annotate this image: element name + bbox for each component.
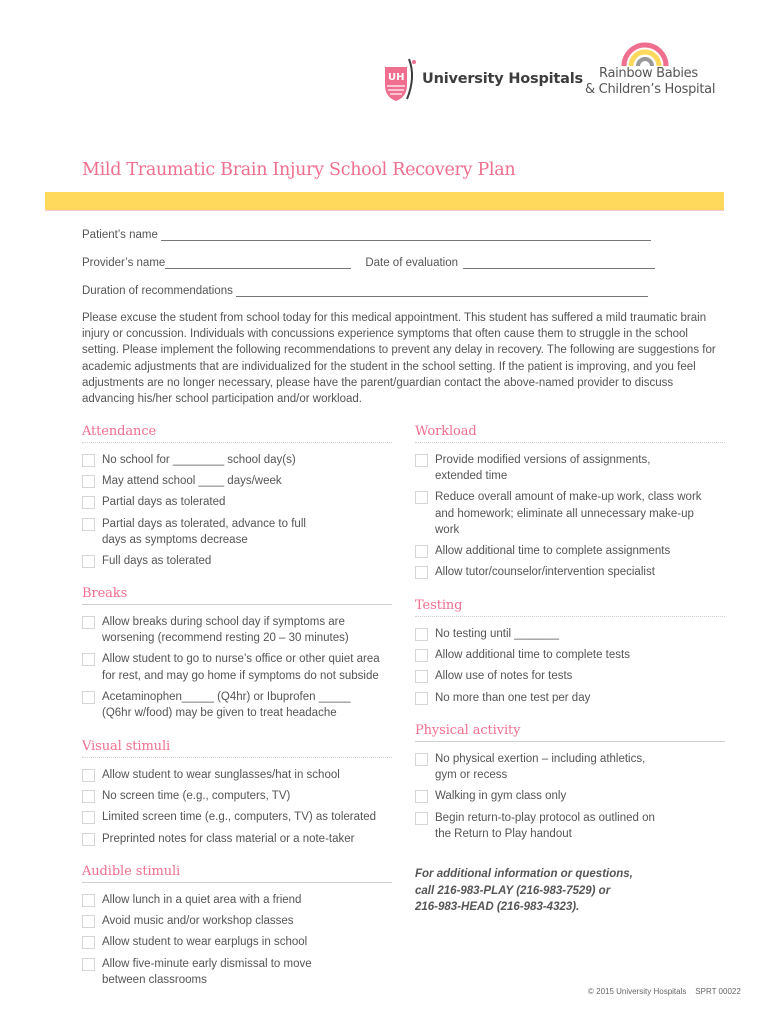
section-divider bbox=[82, 882, 392, 883]
checklist-item[interactable]: Partial days as tolerated bbox=[82, 494, 392, 510]
checklist-item[interactable]: No testing until _______ bbox=[415, 626, 725, 642]
checkbox[interactable] bbox=[82, 475, 95, 488]
duration-field bbox=[82, 284, 648, 297]
duration-label: Duration of recommendations bbox=[82, 285, 233, 297]
checkbox[interactable] bbox=[82, 769, 95, 782]
contact-line-2: call 216-983-PLAY (216-983-7529) or bbox=[415, 884, 611, 897]
checklist-item[interactable]: Full days as tolerated bbox=[82, 553, 392, 569]
checkbox[interactable] bbox=[415, 491, 428, 504]
workload-heading: Workload bbox=[415, 424, 477, 439]
date-of-evaluation-label: Date of evaluation bbox=[365, 257, 459, 269]
attendance-section bbox=[82, 424, 392, 569]
checkbox[interactable] bbox=[82, 894, 95, 907]
checklist-item[interactable]: Allow breaks during school day if symptoms are worsening (recommend resting 20 – 30 minutes) bbox=[82, 614, 352, 646]
section-divider bbox=[415, 741, 725, 742]
uh-logo-text: University Hospitals bbox=[422, 71, 583, 87]
checkbox[interactable] bbox=[82, 518, 95, 531]
checklist-item[interactable]: Allow student to go to nurse’s office or other quiet area for rest, and may go home if symptoms do not subside bbox=[82, 651, 387, 683]
checklist-item[interactable]: No school for ________ school day(s) bbox=[82, 452, 392, 468]
rainbow-logo-line1: Rainbow Babies bbox=[599, 66, 698, 81]
patient-name-field bbox=[82, 228, 651, 241]
university-hospitals-logo bbox=[383, 55, 583, 103]
checkbox[interactable] bbox=[82, 833, 95, 846]
provider-name-input[interactable] bbox=[165, 256, 351, 269]
checklist-item[interactable]: Reduce overall amount of make-up work, class work and homework; eliminate all unnecessary make-up work bbox=[415, 489, 707, 538]
checkbox[interactable] bbox=[82, 811, 95, 824]
page-title: Mild Traumatic Brain Injury School Recovery Plan bbox=[82, 160, 516, 180]
visual-stimuli-heading: Visual stimuli bbox=[82, 739, 171, 754]
checklist-item[interactable]: Preprinted notes for class material or a note-taker bbox=[82, 831, 392, 847]
checkbox[interactable] bbox=[415, 566, 428, 579]
breaks-section bbox=[82, 586, 392, 721]
checkbox[interactable] bbox=[415, 790, 428, 803]
checkbox[interactable] bbox=[82, 691, 95, 704]
section-divider bbox=[82, 757, 392, 758]
checklist-item[interactable]: Avoid music and/or workshop classes bbox=[82, 913, 392, 929]
patient-name-input[interactable] bbox=[161, 228, 651, 241]
contact-info bbox=[415, 866, 715, 916]
checkbox[interactable] bbox=[82, 616, 95, 629]
checklist-item[interactable]: Begin return-to-play protocol as outlined on the Return to Play handout bbox=[415, 810, 660, 842]
checkbox[interactable] bbox=[415, 628, 428, 641]
checklist-item[interactable]: Allow tutor/counselor/intervention specialist bbox=[415, 564, 725, 580]
physical-activity-section bbox=[415, 723, 725, 842]
duration-input[interactable] bbox=[236, 284, 648, 297]
visual-stimuli-section bbox=[82, 739, 392, 847]
testing-heading: Testing bbox=[415, 598, 463, 613]
checklist-item[interactable]: Limited screen time (e.g., computers, TV) as tolerated bbox=[82, 809, 392, 825]
attendance-heading: Attendance bbox=[82, 424, 157, 439]
section-divider bbox=[82, 442, 392, 443]
checklist-item[interactable]: Allow additional time to complete assignments bbox=[415, 543, 725, 559]
checklist-item[interactable]: Allow additional time to complete tests bbox=[415, 647, 725, 663]
checkbox[interactable] bbox=[82, 958, 95, 971]
rainbow-babies-logo bbox=[585, 40, 725, 98]
uh-shield-icon bbox=[383, 55, 419, 103]
checklist-item[interactable]: Allow five-minute early dismissal to move between classrooms bbox=[82, 956, 322, 988]
workload-section bbox=[415, 424, 725, 580]
intro-paragraph: Please excuse the student from school today for this medical appointment. This student has suffered a mild traumatic brain injury or concussion. Individuals with concussions experience symptoms that often cause them to struggle in the school setting. Please implement the following recommendations to prevent any delay in recovery. The following are suggestions for academic adjustments that are individualized for the student in the school setting. If the patient is improving, and you feel adjustments are no longer necessary, please have the parent/guardian contact the above-named provider to discuss advancing his/her school participation and/or workload. bbox=[82, 312, 716, 406]
checklist-item[interactable]: No screen time (e.g., computers, TV) bbox=[82, 788, 392, 804]
breaks-heading: Breaks bbox=[82, 586, 128, 601]
physical-activity-heading: Physical activity bbox=[415, 723, 521, 738]
checkbox[interactable] bbox=[82, 653, 95, 666]
checklist-item[interactable]: Provide modified versions of assignments, extended time bbox=[415, 452, 655, 484]
checkbox[interactable] bbox=[415, 670, 428, 683]
title-banner-bar bbox=[45, 192, 724, 211]
checklist-item[interactable]: Allow student to wear sunglasses/hat in school bbox=[82, 767, 392, 783]
rainbow-logo-line2: & Children’s Hospital bbox=[585, 82, 716, 97]
checkbox[interactable] bbox=[415, 649, 428, 662]
audible-stimuli-heading: Audible stimuli bbox=[82, 864, 181, 879]
footer-copyright: © 2015 University Hospitals SPRT 00022 bbox=[588, 987, 741, 996]
section-divider bbox=[415, 616, 725, 617]
patient-name-label: Patient’s name bbox=[82, 229, 158, 241]
provider-name-label: Provider’s name bbox=[82, 257, 166, 269]
provider-name-field bbox=[82, 256, 655, 269]
checkbox[interactable] bbox=[82, 454, 95, 467]
checkbox[interactable] bbox=[415, 454, 428, 467]
checkbox[interactable] bbox=[415, 692, 428, 705]
checklist-item[interactable]: Acetaminophen_____ (Q4hr) or Ibuprofen _____ (Q6hr w/food) may be given to treat headache bbox=[82, 689, 352, 721]
checkbox[interactable] bbox=[415, 812, 428, 825]
audible-stimuli-section bbox=[82, 864, 392, 988]
checklist-item[interactable]: May attend school ____ days/week bbox=[82, 473, 392, 489]
checkbox[interactable] bbox=[82, 915, 95, 928]
checklist-item[interactable]: Allow use of notes for tests bbox=[415, 668, 725, 684]
checkbox[interactable] bbox=[415, 753, 428, 766]
checklist-item[interactable]: Partial days as tolerated, advance to full days as symptoms decrease bbox=[82, 516, 332, 548]
checkbox[interactable] bbox=[415, 545, 428, 558]
checkbox[interactable] bbox=[82, 496, 95, 509]
date-of-evaluation-input[interactable] bbox=[463, 256, 655, 269]
checkbox[interactable] bbox=[82, 936, 95, 949]
checklist-item[interactable]: Walking in gym class only bbox=[415, 788, 725, 804]
checklist-item[interactable]: No physical exertion – including athletics, gym or recess bbox=[415, 751, 655, 783]
section-divider bbox=[82, 604, 392, 605]
checklist-item[interactable]: No more than one test per day bbox=[415, 690, 725, 706]
checkbox[interactable] bbox=[82, 555, 95, 568]
checklist-item[interactable]: Allow lunch in a quiet area with a friend bbox=[82, 892, 392, 908]
checkbox[interactable] bbox=[82, 790, 95, 803]
contact-line-3: 216-983-HEAD (216-983-4323). bbox=[415, 901, 580, 913]
testing-section bbox=[415, 598, 725, 706]
section-divider bbox=[415, 442, 725, 443]
svg-text:UH: UH bbox=[388, 72, 405, 83]
rainbow-icon bbox=[620, 40, 670, 66]
contact-line-1: For additional information or questions, bbox=[415, 868, 633, 880]
checklist-item[interactable]: Allow student to wear earplugs in school bbox=[82, 934, 392, 950]
